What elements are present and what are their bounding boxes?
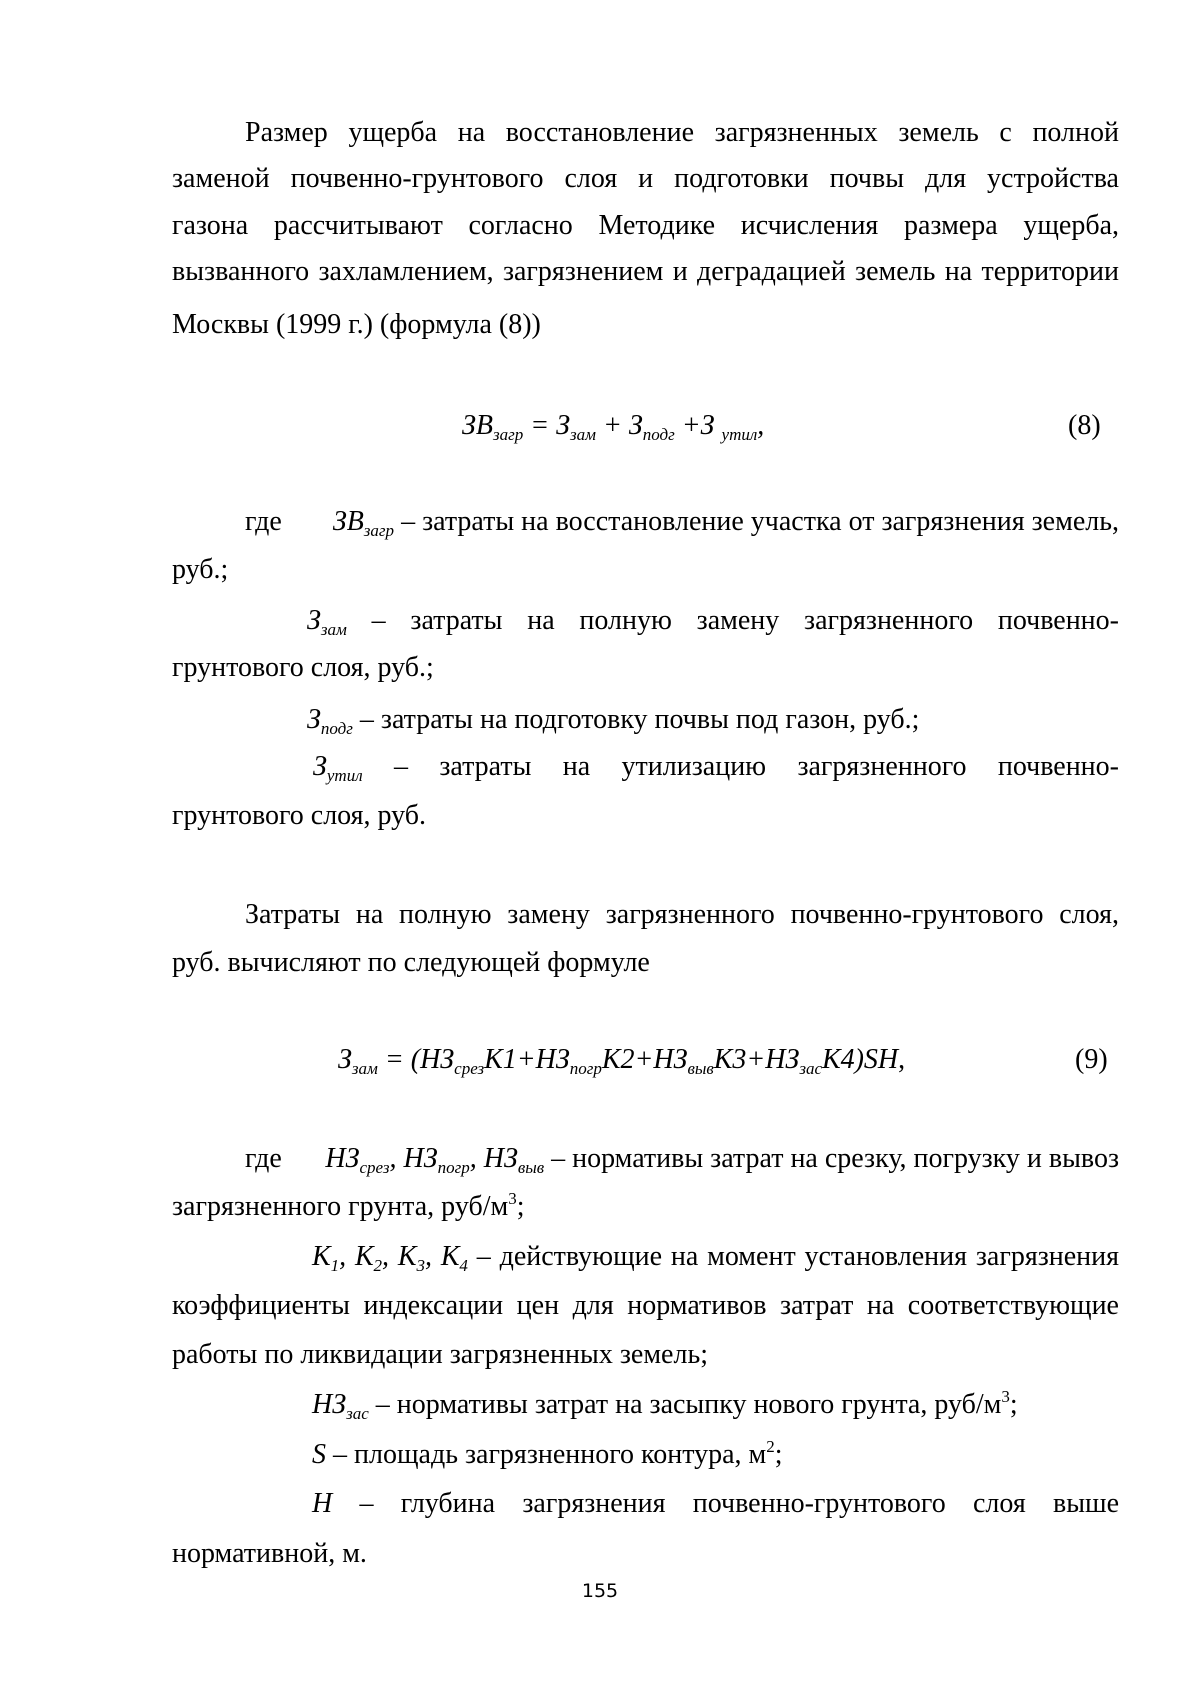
paragraph-line: газона рассчитывают согласно Методике исчисления размера ущерба, [172,210,1119,241]
definition-line: где $НЗ_{срез}$, $НЗ_{погр}$, $НЗ_{выв}$ – нормативы затрат на срезку, погрузку и вывоз [245,1143,1119,1177]
definition-line: $З_{утил}$ – затраты на утилизацию загрязненного почвенно- [313,751,1119,785]
definition-line: H – глубина загрязнения почвенно-грунтового слоя выше [312,1488,1119,1519]
definition-line: руб.; [172,554,229,585]
paragraph-line: Москвы (1999 г.) (формула (8)) [172,309,541,340]
definition-line: $З_{зам}$ – затраты на полную замену загрязненного почвенно- [307,605,1119,639]
definition-line: коэффициенты индексации цен для нормативов затрат на соответствующие [172,1290,1119,1321]
definition-line: грунтового слоя, руб.; [172,652,434,683]
definition-line: нормативной, м. [172,1538,367,1569]
definition-line: где $ЗВ_{загр}$ – затраты на восстановление участка от загрязнения земель, [245,506,1119,540]
definition-line: работы по ликвидации загрязненных земель; [172,1339,708,1370]
definition-line: грунтового слоя, руб. [172,800,427,831]
paragraph-line: Размер ущерба на восстановление загрязненных земель с полной [245,117,1119,148]
definition-line: $К_1$, $К_2$, $К_3$, $К_4$ – действующие на момент установления загрязнения [312,1241,1120,1275]
equation-number: (9) [1075,1044,1108,1075]
definition-line: $З_{подг}$ – затраты на подготовку почвы под газон, руб.; [307,704,920,738]
definition-line: $НЗ_{зас}$ – нормативы затрат на засыпку нового грунта, руб/$м^3$; [312,1387,1018,1423]
formula-9: $З_{зам} = (НЗ_{срез}К1+НЗ_{погр}К2+НЗ_{выв}К3+НЗ_{зас}К4)SH$, [338,1044,906,1078]
paragraph-line: Затраты на полную замену загрязненного почвенно-грунтового слоя, [245,899,1119,930]
equation-number: (8) [1068,410,1101,441]
page-number: 155 [581,1580,619,1602]
formula-8: $ЗВ_{загр} = З_{зам} + З_{подг} +З$ $_{утил}$, [462,410,765,444]
paragraph-line: вызванного захламлением, загрязнением и деградацией земель на территории [172,256,1119,287]
paragraph-line: руб. вычисляют по следующей формуле [172,947,650,978]
paragraph-line: заменой почвенно-грунтового слоя и подготовки почвы для устройства [172,163,1119,194]
definition-line: S – площадь загрязненного контура, $м^2$; [312,1437,783,1470]
definition-line: загрязненного грунта, руб/$м^3$; [172,1189,525,1222]
